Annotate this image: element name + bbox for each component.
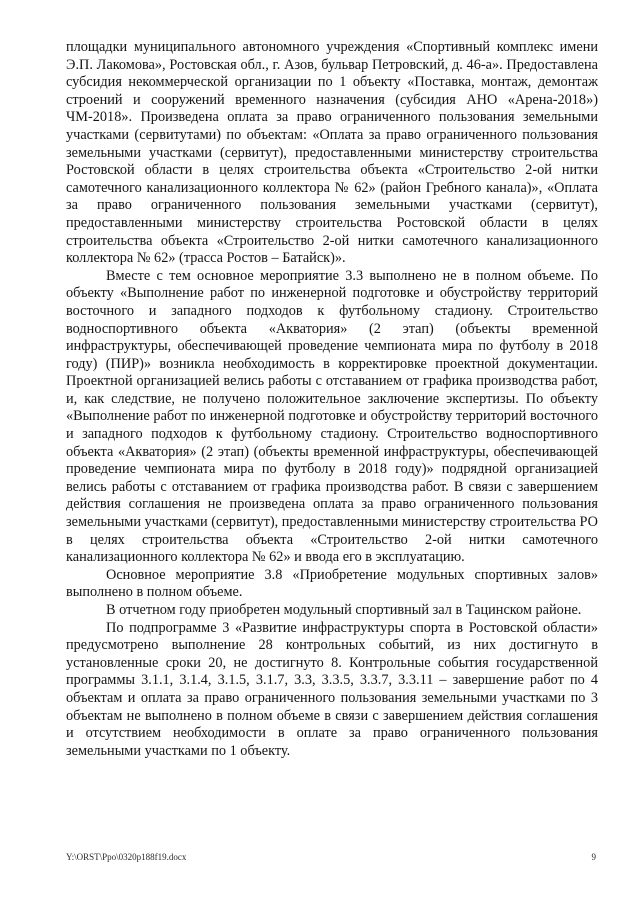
- paragraph-tatsinsky-district: В отчетном году приобретен модульный спортивный зал в Тацинском районе.: [106, 602, 582, 618]
- paragraph-subprogram-3: По подпрограмме 3 «Развитие инфраструктуры спорта в Ростовской области» предусмотрено выполнение 28 контрольных событий, из них достигнуто в установленные сроки 20, не достигнуто 8. Контрольные события государственной программы 3.1.1, 3.1.4, 3.1.5, 3.1.7, 3.3, 3.3.5, 3.3.7, 3.3.11 – завершение работ по 4 объектам и оплата за право ограниченного пользования земельными участками по 3 объектам не выполнено в полном объеме в связи с завершением действия соглашения и отсутствием необходимости в оплате за право ограниченного пользования земельными участками по 1 объекту.: [66, 619, 598, 759]
- footer-file-path: Y:\ORST\Ppo\0320p188f19.docx: [66, 852, 187, 862]
- paragraph-continuation: площадки муниципального автономного учреждения «Спортивный комплекс имени Э.П. Лакомова», Ростовская обл., г. Азов, бульвар Петровский, д. 46-а». Предоставлена субсидия некоммерческой организации по 1 объекту «Поставка, монтаж, демонтаж строений и сооружений временного назначения (субсидия АНО «Арена-2018») ЧМ-2018». Произведена оплата за право ограниченного пользования земельными участками (сервитутами) по объектам: «Оплата за право ограниченного пользования земельными участками (сервитут), предоставленными министерству строительства Ростовской области в целях строительства объекта «Строительство 2-ой нитки самотечного канализационного коллектора № 62» (район Гребного канала)», «Оплата за право ограниченного пользования земельными участками (сервитут), предоставленными министерству строительства Ростовской области в целях строительства объекта «Строительство 2-ой нитки самотечного канализационного коллектора № 62» (трасса Ростов – Батайск)».: [66, 39, 598, 267]
- page-number: 9: [591, 852, 596, 862]
- paragraph-measure-3-8: Основное мероприятие 3.8 «Приобретение модульных спортивных залов» выполнено в полном объеме.: [66, 566, 598, 601]
- document-body: [66, 39, 598, 760]
- paragraph-measure-3-3: Вместе с тем основное мероприятие 3.3 выполнено не в полном объеме. По объекту «Выполнение работ по инженерной подготовке и обустройству территорий восточного и западного подходов к футбольному стадиону. Строительство водноспортивного объекта «Акватория» (2 этап) (объекты временной инфраструктуры, обеспечивающей проведение чемпионата мира по футболу в 2018 году) (ПИР)» возникла необходимость в корректировке проектной документации. Проектной организацией велись работы с отставанием от графика производства работ, и, как следствие, не получено положительное заключение экспертизы. По объекту «Выполнение работ по инженерной подготовке и обустройству территорий восточного и западного подходов к футбольному стадиону. Строительство водноспортивного объекта «Акватория» (2 этап) (объекты временной инфраструктуры, обеспечивающей проведение чемпионата мира по футболу в 2018 году)» подрядной организацией велись работы с отставанием от графика производства работ. В связи с завершением действия соглашения не произведена оплата за право ограниченного пользования земельными участками (сервитут), предоставленными министерству строительства РО в целях строительства объекта «Строительство 2-ой нитки самотечного канализационного коллектора № 62» и ввода его в эксплуатацию.: [66, 267, 598, 566]
